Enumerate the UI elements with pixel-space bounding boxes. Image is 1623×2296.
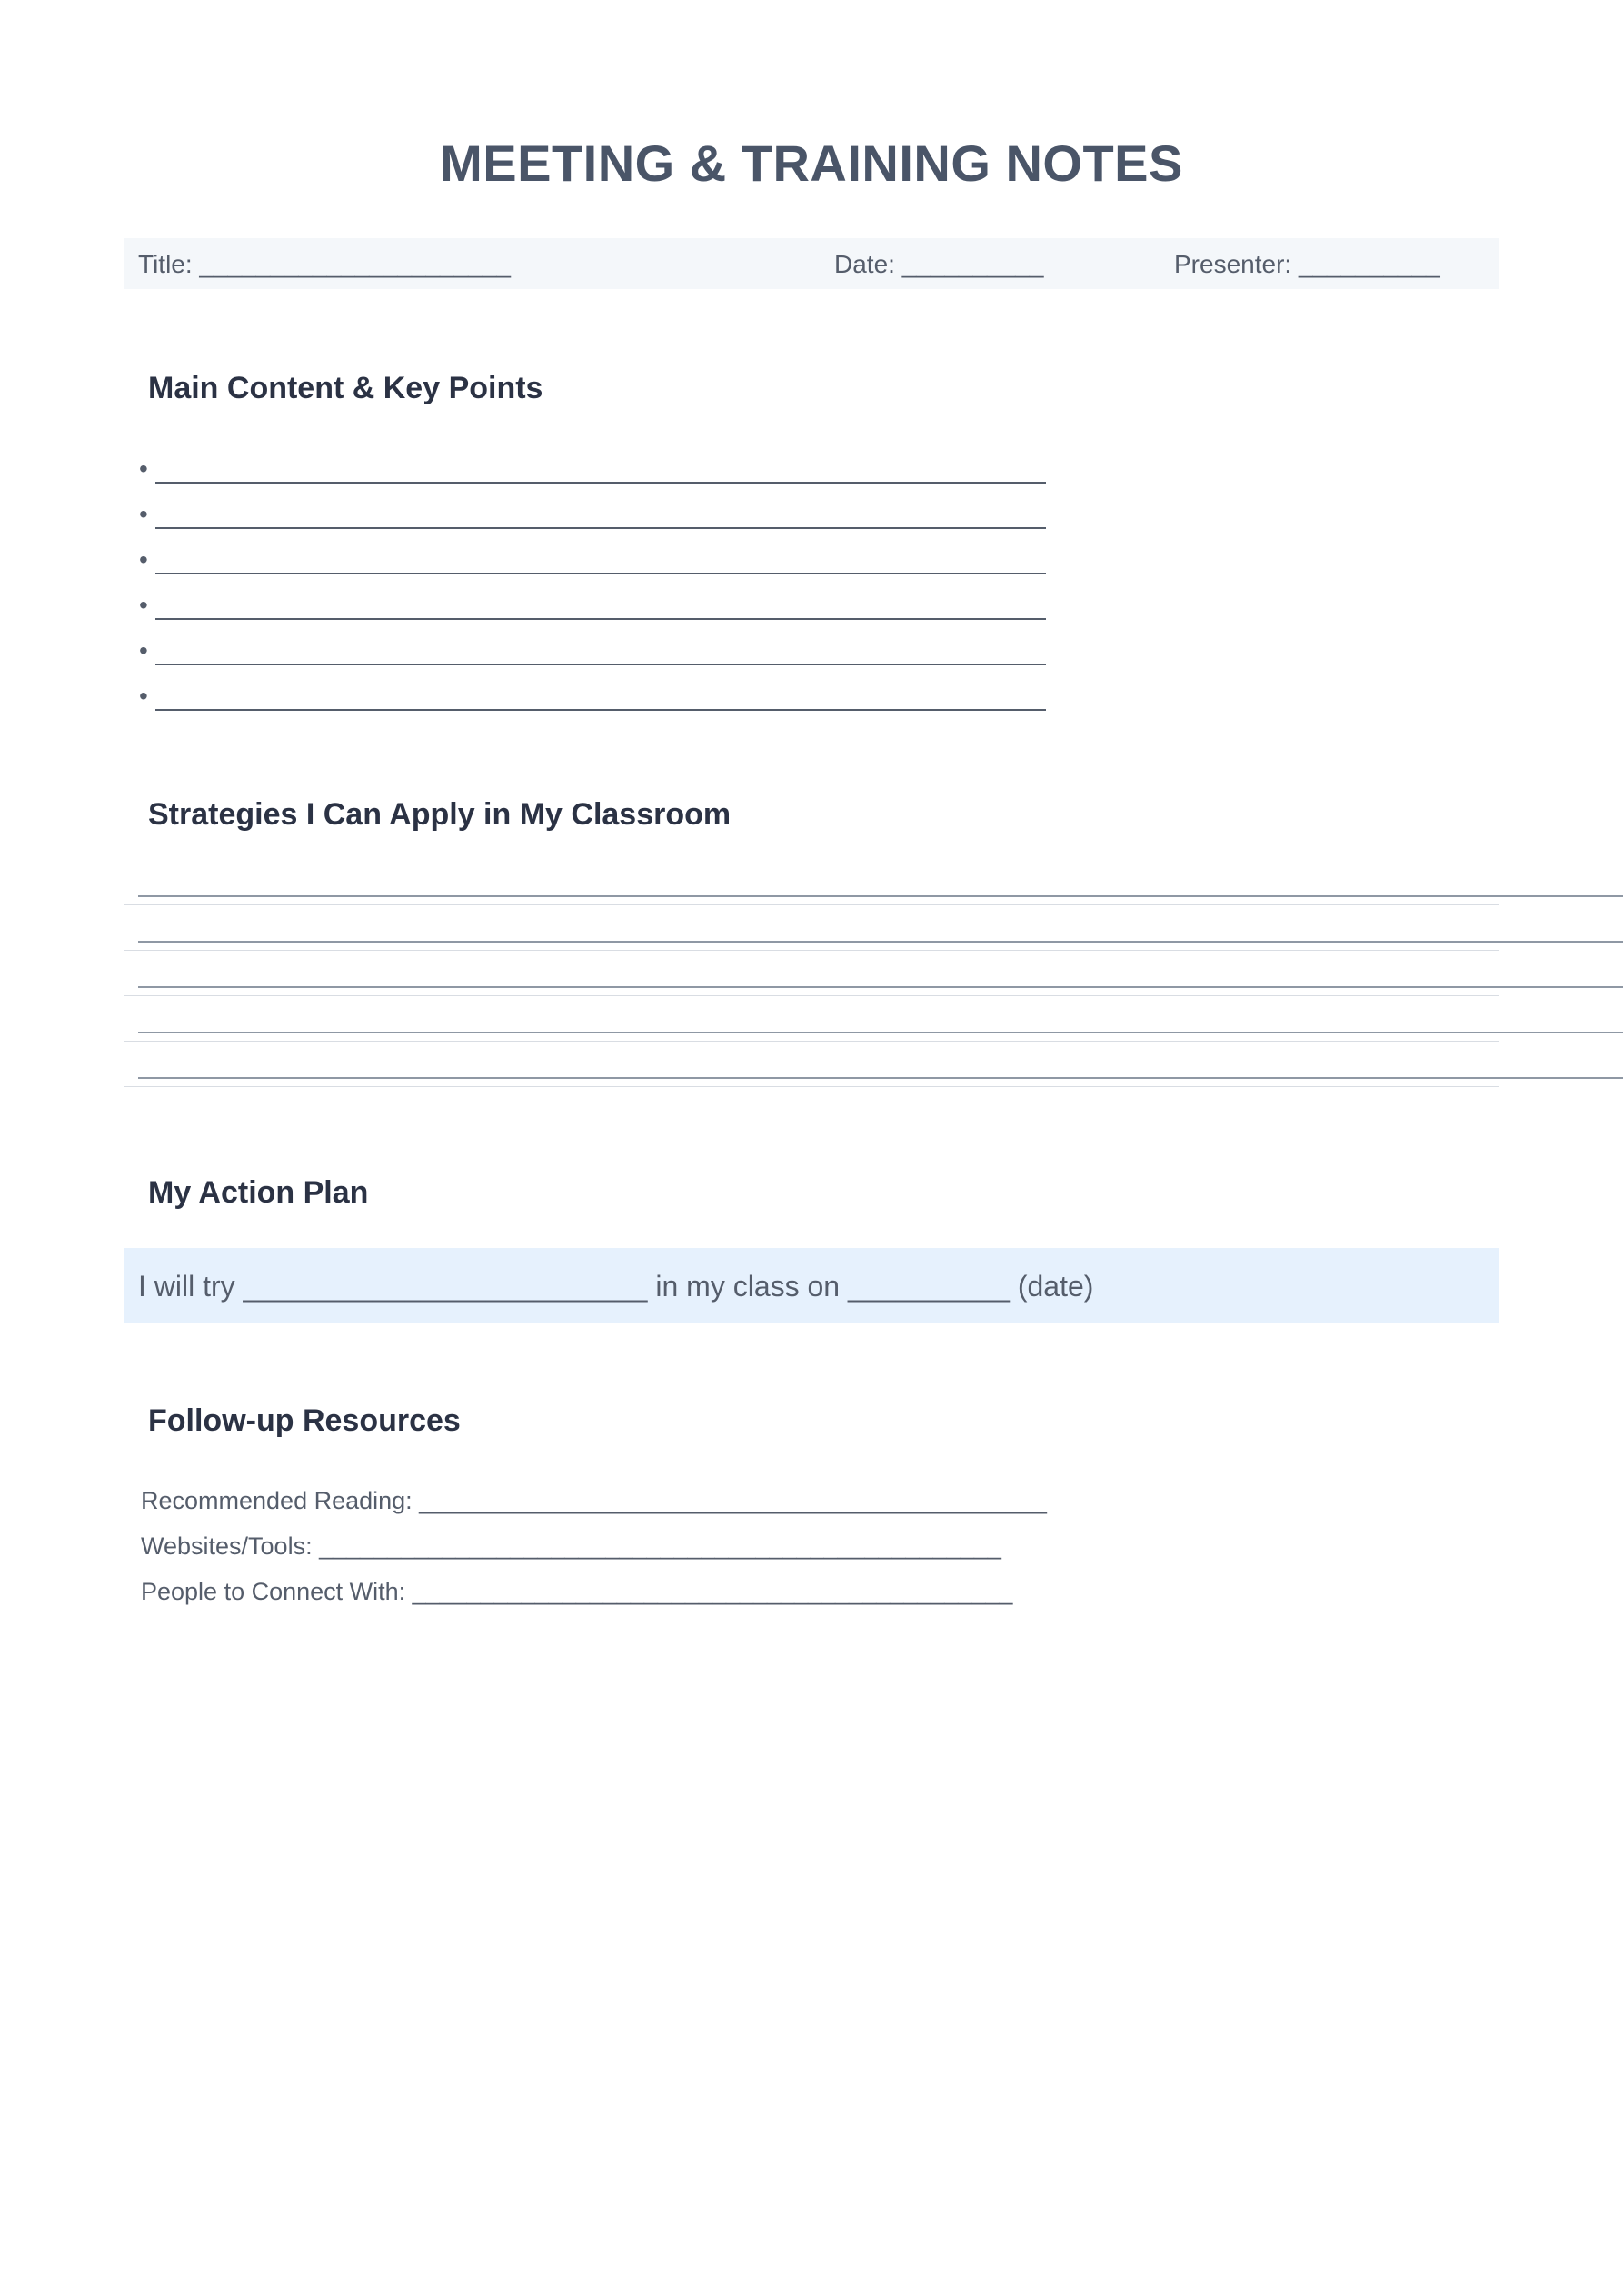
divider xyxy=(124,950,1499,951)
action-plan-statement[interactable]: I will try _________________________ in my class on __________ (date) xyxy=(138,1270,1094,1303)
key-point-rule xyxy=(155,573,1046,574)
key-point-rule xyxy=(155,709,1046,711)
key-point-rule xyxy=(155,618,1046,620)
title-field[interactable]: Title: ______________________ xyxy=(138,250,512,278)
action-plan-box xyxy=(124,1248,1499,1323)
main-content-heading: Main Content & Key Points xyxy=(148,371,543,405)
resources-heading: Follow-up Resources xyxy=(148,1403,461,1438)
divider xyxy=(124,1086,1499,1087)
bullet-icon: • xyxy=(139,545,148,574)
strategy-rule xyxy=(138,895,1623,897)
strategy-rule xyxy=(138,986,1623,988)
strategy-line[interactable] xyxy=(124,895,1623,913)
info-bar xyxy=(124,238,1499,289)
people-to-connect-field[interactable]: People to Connect With: ____________________________________________ xyxy=(141,1578,1013,1605)
divider xyxy=(124,1041,1499,1042)
bullet-icon: • xyxy=(139,682,148,710)
action-plan-heading: My Action Plan xyxy=(148,1175,369,1210)
bullet-icon: • xyxy=(139,591,148,619)
strategy-line[interactable] xyxy=(124,1077,1623,1095)
recommended-reading-field[interactable]: Recommended Reading: ______________________________________________ xyxy=(141,1487,1047,1514)
bullet-icon: • xyxy=(139,636,148,664)
strategy-line[interactable] xyxy=(124,941,1623,959)
strategies-heading: Strategies I Can Apply in My Classroom xyxy=(148,797,732,832)
divider xyxy=(124,904,1499,905)
divider xyxy=(124,995,1499,996)
bullet-icon: • xyxy=(139,500,148,528)
websites-tools-field[interactable]: Websites/Tools: __________________________________________________ xyxy=(141,1532,1001,1560)
key-point-rule xyxy=(155,527,1046,529)
strategy-rule xyxy=(138,1032,1623,1033)
bullet-icon: • xyxy=(139,454,148,483)
page-title: MEETING & TRAINING NOTES xyxy=(440,135,1183,192)
strategy-rule xyxy=(138,941,1623,943)
presenter-field[interactable]: Presenter: __________ xyxy=(1174,250,1440,278)
date-field[interactable]: Date: __________ xyxy=(834,250,1044,278)
strategy-rule xyxy=(138,1077,1623,1079)
strategy-line[interactable] xyxy=(124,986,1623,1004)
key-point-rule xyxy=(155,664,1046,665)
strategy-line[interactable] xyxy=(124,1032,1623,1050)
key-point-rule xyxy=(155,482,1046,484)
